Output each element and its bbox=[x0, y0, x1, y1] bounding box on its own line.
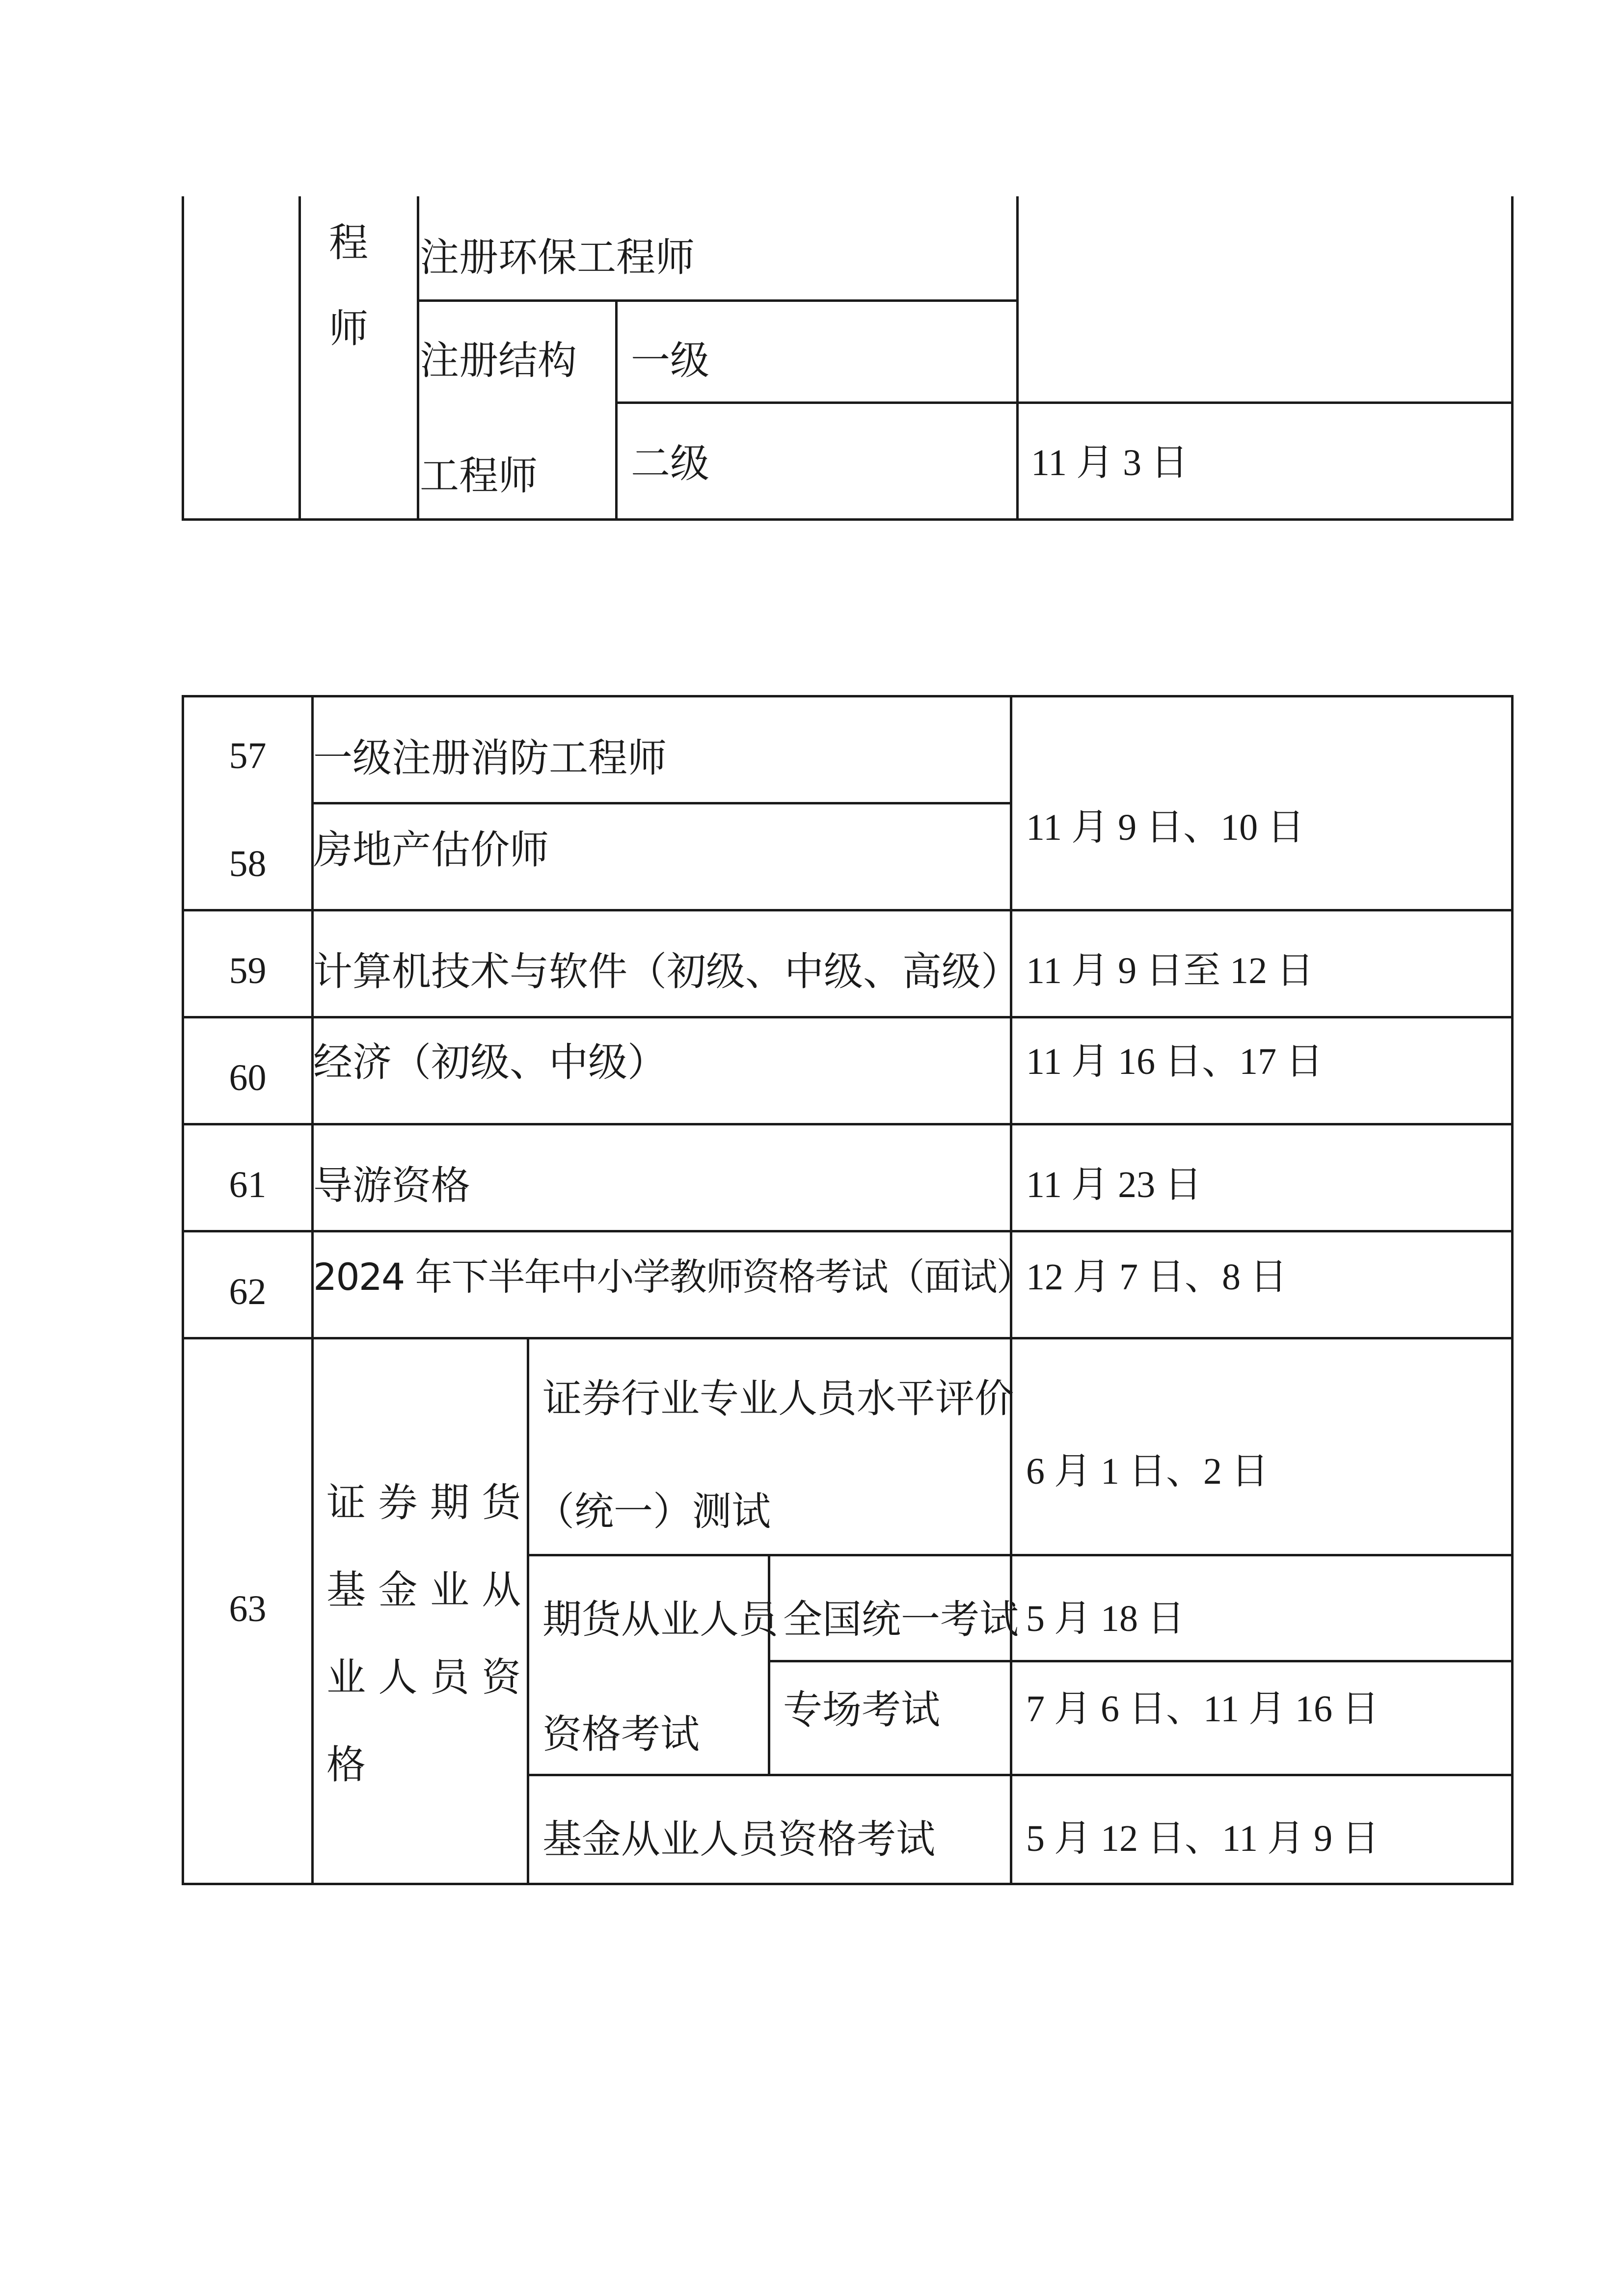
exam-date: 6 月 1 日、2 日 bbox=[1026, 1451, 1269, 1492]
top-table-border-bottom bbox=[182, 518, 1514, 521]
row-number: 63 bbox=[229, 1588, 267, 1629]
top-table-border-right bbox=[1511, 196, 1514, 520]
bottom-table-rule bbox=[182, 1337, 1514, 1339]
securities-exam-line: （统一）测试 bbox=[535, 1489, 771, 1534]
bottom-table-border-top bbox=[182, 695, 1514, 697]
exam-name: 注册环保工程师 bbox=[420, 235, 695, 280]
exam-name: 2024 年下半年中小学教师资格考试（面试） bbox=[313, 1255, 1033, 1299]
bottom-table-border-right bbox=[1511, 695, 1514, 1885]
exam-name: 一级注册消防工程师 bbox=[313, 735, 667, 781]
row63-divider bbox=[527, 1337, 529, 1885]
top-table-rule bbox=[417, 299, 1019, 302]
bottom-table-rule bbox=[182, 1016, 1514, 1018]
exam-date: 7 月 6 日、11 月 16 日 bbox=[1026, 1688, 1380, 1730]
securities-exam-line: 证券行业专业人员水平评价 bbox=[542, 1376, 1014, 1421]
row63-rule bbox=[527, 1774, 1514, 1776]
top-table-border-left bbox=[182, 196, 184, 520]
top-table-divider bbox=[417, 196, 419, 520]
exam-name: 房地产估价师 bbox=[313, 827, 549, 873]
bottom-table-rule bbox=[182, 1123, 1514, 1125]
exam-date: 11 月 23 日 bbox=[1026, 1164, 1202, 1205]
exam-level: 一级 bbox=[631, 338, 709, 383]
bottom-table-rule bbox=[182, 1230, 1514, 1232]
row63-rule bbox=[768, 1660, 1514, 1662]
top-table-divider bbox=[615, 299, 618, 520]
row-number: 60 bbox=[229, 1057, 267, 1098]
top-table-rule bbox=[615, 401, 1514, 404]
row-number: 57 bbox=[229, 735, 267, 776]
row63-divider bbox=[768, 1554, 770, 1776]
category-char: 师 bbox=[329, 306, 368, 351]
bottom-table-rule bbox=[311, 802, 1012, 804]
row-number: 61 bbox=[229, 1164, 267, 1205]
exam-name: 计算机技术与软件（初级、中级、高级） bbox=[313, 949, 1020, 994]
futures-exam-line: 资格考试 bbox=[542, 1711, 700, 1757]
exam-date: 11 月 3 日 bbox=[1031, 442, 1189, 483]
exam-level: 二级 bbox=[631, 441, 709, 486]
exam-date: 12 月 7 日、8 日 bbox=[1026, 1256, 1287, 1298]
category-line: 基 金 业 从 bbox=[326, 1567, 521, 1613]
exam-date: 5 月 12 日、11 月 9 日 bbox=[1026, 1818, 1380, 1859]
fund-exam-label: 基金从业人员资格考试 bbox=[542, 1816, 935, 1862]
row-number: 58 bbox=[229, 843, 267, 884]
row63-rule bbox=[527, 1554, 1514, 1556]
futures-exam-line: 期货从业人员 bbox=[542, 1597, 778, 1642]
exam-name: 经济（初级、中级） bbox=[313, 1040, 667, 1085]
category-line: 证 券 期 货 bbox=[326, 1480, 521, 1525]
futures-national-label: 全国统一考试 bbox=[783, 1597, 1019, 1642]
exam-date: 11 月 9 日至 12 日 bbox=[1026, 950, 1314, 991]
futures-special-label: 专场考试 bbox=[783, 1687, 940, 1733]
exam-name-line: 工程师 bbox=[420, 453, 538, 499]
category-line: 业 人 员 资 bbox=[326, 1655, 521, 1700]
top-table-divider bbox=[1016, 196, 1019, 520]
exam-name-line: 注册结构 bbox=[420, 338, 577, 383]
top-table-divider bbox=[298, 196, 301, 520]
bottom-table-rule bbox=[182, 909, 1514, 911]
exam-date: 5 月 18 日 bbox=[1026, 1598, 1185, 1639]
bottom-table-border-bottom bbox=[182, 1883, 1514, 1885]
row-number: 62 bbox=[229, 1271, 267, 1312]
row-number: 59 bbox=[229, 950, 267, 991]
exam-date: 11 月 9 日、10 日 bbox=[1026, 807, 1305, 848]
category-line: 格 bbox=[326, 1742, 366, 1788]
exam-name: 导游资格 bbox=[313, 1163, 470, 1208]
exam-date: 11 月 16 日、17 日 bbox=[1026, 1041, 1324, 1082]
category-char: 程 bbox=[329, 220, 368, 266]
